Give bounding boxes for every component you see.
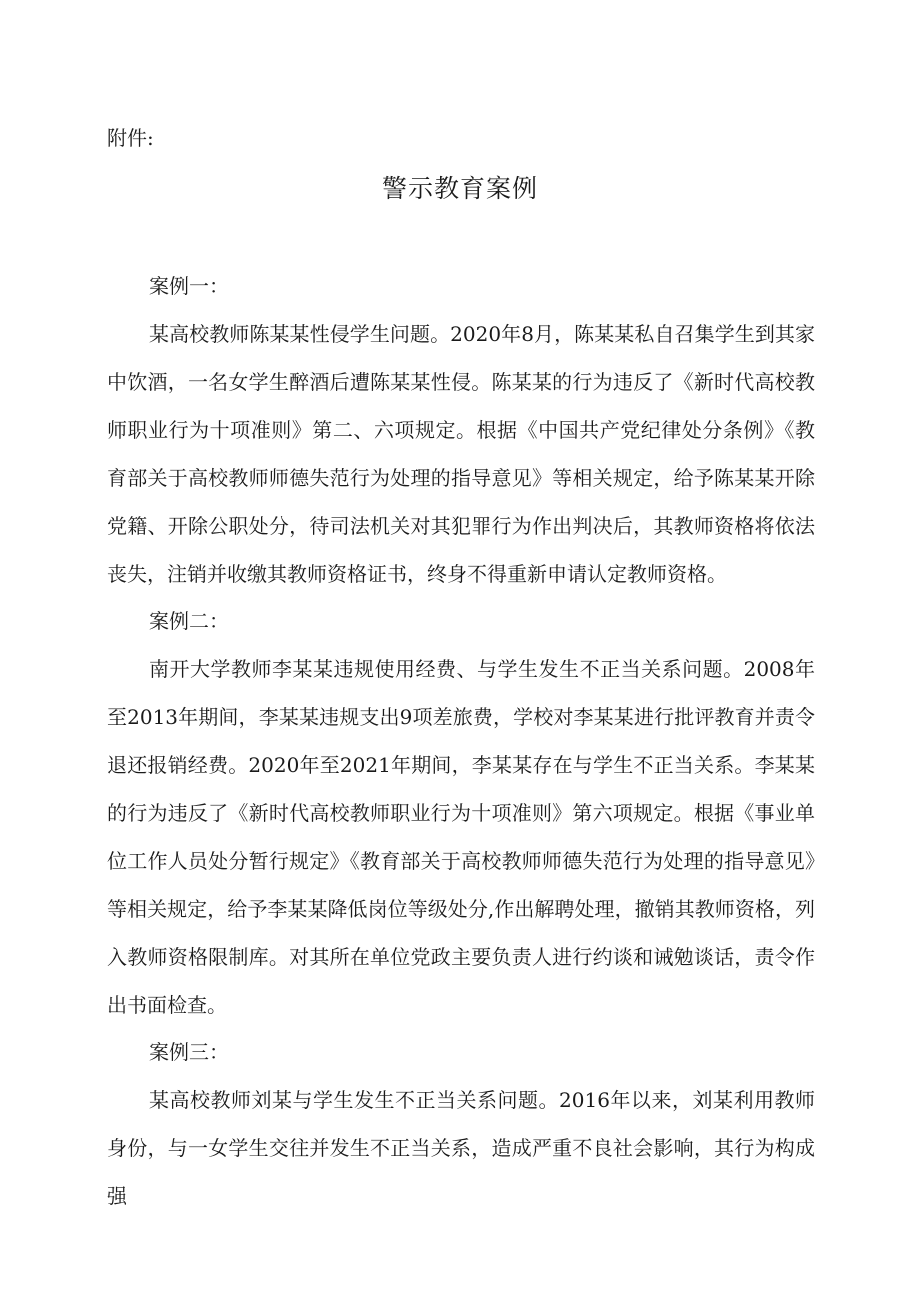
case-2-heading: 案例二： [149, 609, 229, 633]
document-body [107, 263, 815, 1220]
case-3-heading: 案例三： [149, 1040, 229, 1064]
case-2-paragraph: 南开大学教师李某某违规使用经费、与学生发生不正当关系问题。2008年至2013年期间，李某某违规支出9项差旅费，学校对李某某进行批评教育并责令退还报销经费。2020年至2021年期间，李某某存在与学生不正当关系。李某某的行为违反了《新时代高校教师职业行为十项准则》第六项规定。根据《事业单位工作人员处分暂行规定》《教育部关于高校教师师德失范行为处理的指导意见》等相关规定，给予李某某降低岗位等级处分,作出解聘处理，撤销其教师资格，列入教师资格限制库。对其所在单位党政主要负责人进行约谈和诫勉谈话，责令作出书面检查。 [107, 657, 815, 1017]
case-3-paragraph: 某高校教师刘某与学生发生不正当关系问题。2016年以来，刘某利用教师身份，与一女学生交往并发生不正当关系，造成严重不良社会影响，其行为构成强 [107, 1088, 815, 1208]
case-1-heading: 案例一： [149, 274, 229, 298]
document-title: 警示教育案例 [381, 174, 538, 203]
attachment-label: 附件: [107, 126, 154, 150]
case-1-paragraph: 某高校教师陈某某性侵学生问题。2020年8月，陈某某私自召集学生到其家中饮酒，一名女学生醉酒后遭陈某某性侵。陈某某的行为违反了《新时代高校教师职业行为十项准则》第二、六项规定。根据《中国共产党纪律处分条例》《教育部关于高校教师师德失范行为处理的指导意见》等相关规定，给予陈某某开除党籍、开除公职处分，待司法机关对其犯罪行为作出判决后，其教师资格将依法丧失，注销并收缴其教师资格证书，终身不得重新申请认定教师资格。 [107, 322, 815, 586]
